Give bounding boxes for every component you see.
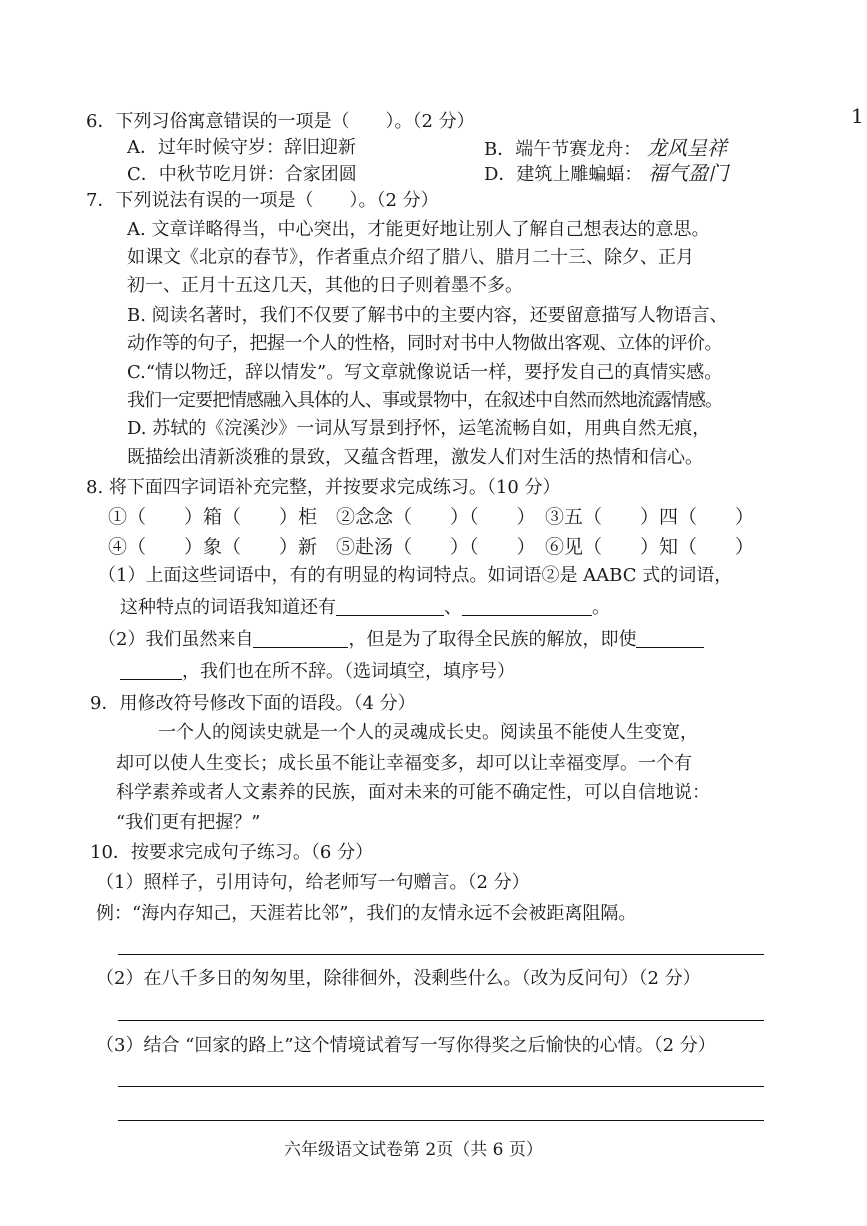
q8-blank-2[interactable] <box>462 597 592 616</box>
q6-option-b-answer: 龙风呈祥 <box>646 136 727 160</box>
q7-line: A. 文章详略得当，中心突出，才能更好地让别人了解自己想表达的意思。 <box>127 219 710 240</box>
q8-part1-end: 。 <box>592 597 610 618</box>
q7-line: 动作等的句子，把握一个人的性格，同时对书中人物做出客观、立体的评价。 <box>127 333 722 354</box>
q10-example: 例：“海内存知己，天涯若比邻”，我们的友情永远不会被距离阻隔。 <box>96 903 637 924</box>
q7-line: B. 阅读名著时，我们不仅要了解书中的主要内容，还要留意描写人物语言、 <box>127 305 728 326</box>
answer-line[interactable] <box>118 1120 764 1121</box>
answer-line[interactable] <box>118 1086 764 1087</box>
q8-blank-4[interactable] <box>636 629 704 648</box>
q9-passage-line: 一个人的阅读史就是一个人的灵魂成长史。阅读虽不能使人生变宽， <box>158 722 698 743</box>
q9-passage-line: 却可以使人生变长；成长虽不能让幸福变多，却可以让幸福变厚。一个有 <box>116 753 692 774</box>
q8-part1-line1: （1）上面这些词语中，有的有明显的构词特点。如词语②是 AABC 式的词语， <box>98 565 733 586</box>
q8-part1-prompt: 这种特点的词语我知道还有 <box>120 597 336 618</box>
q8-idiom-row: ①（ ）箱（ ）柜 ②念念（ ）（ ） ③五（ ）四（ ） <box>108 506 755 528</box>
q6-option-c: C．中秋节吃月饼：合家团圆 <box>127 164 357 185</box>
q9-stem: 9．用修改符号修改下面的语段。（4 分） <box>90 693 416 714</box>
q8-part2-prompt: （2）我们虽然来自 <box>98 629 254 650</box>
q8-part2-line1 <box>98 628 704 652</box>
page-footer: 六年级语文试卷第 2页（共 6 页） <box>284 1140 543 1160</box>
q9-passage-line: “我们更有把握？” <box>116 812 261 833</box>
answer-line[interactable] <box>118 1020 764 1021</box>
q7-line: 既描绘出清新淡雅的景致，又蕴含哲理，激发人们对生活的热情和信心。 <box>127 447 703 468</box>
q10-part3: （3）结合 “回家的路上”这个情境试着写一写你得奖之后愉快的心情。（2 分） <box>96 1035 716 1056</box>
q7-stem: 7．下列说法有误的一项是（ ）。（2 分） <box>86 190 439 211</box>
q7-line: C.“情以物迁，辞以情发”。写文章就像说话一样，要抒发自己的真情实感。 <box>127 362 723 383</box>
q6-option-b-text: B．端午节赛龙舟： <box>484 139 642 160</box>
q6-option-d <box>484 161 728 187</box>
q10-part1: （1）照样子，引用诗句，给老师写一句赠言。（2 分） <box>96 872 530 893</box>
answer-line[interactable] <box>118 954 764 955</box>
q10-part2: （2）在八千多日的匆匆里，除徘徊外，没剩些什么。（改为反问句）（2 分） <box>96 968 701 989</box>
q7-line: D. 苏轼的《浣溪沙》一词从写景到抒怀，运笔流畅自如，用典自然无痕， <box>127 418 711 439</box>
q8-idiom-row: ④（ ）象（ ）新 ⑤赴汤（ ）（ ） ⑥见（ ）知（ ） <box>108 536 755 558</box>
q6-option-b <box>484 136 727 162</box>
q8-part2-end: ，我们也在所不辞。（选词填空，填序号） <box>182 661 515 682</box>
q7-line: 如课文《北京的春节》，作者重点介绍了腊八、腊月二十三、除夕、正月 <box>127 247 694 268</box>
q6-option-d-answer: 福气盈门 <box>648 161 729 185</box>
q7-line: 我们一定要把情感融入具体的人、事或景物中，在叙述中自然而然地流露情感。 <box>127 390 722 411</box>
q6-stem: 6．下列习俗寓意错误的一项是（ ）。（2 分） <box>86 111 475 132</box>
q10-stem: 10．按要求完成句子练习。（6 分） <box>90 842 374 863</box>
q8-stem: 8. 将下面四字词语补充完整，并按要求完成练习。（10 分） <box>86 477 561 498</box>
q8-part2-line2 <box>120 660 515 684</box>
q8-part2-middle: ，但是为了取得全民族的解放，即使 <box>348 629 637 650</box>
page-marker: 1 <box>851 104 864 128</box>
q8-part1-separator: 、 <box>444 597 462 618</box>
q6-option-d-text: D．建筑上雕蝙蝠： <box>484 164 643 185</box>
q9-passage-line: 科学素养或者人文素养的民族，面对未来的可能不确定性，可以自信地说： <box>116 782 710 803</box>
q7-line: 初一、正月十五这几天，其他的日子则着墨不多。 <box>127 275 523 296</box>
q6-option-a: A．过年时候守岁：辞旧迎新 <box>127 137 356 158</box>
q8-part1-line2 <box>120 596 610 620</box>
q8-blank-1[interactable] <box>336 597 444 616</box>
q8-blank-3[interactable] <box>253 629 348 648</box>
q8-blank-5[interactable] <box>120 661 182 680</box>
